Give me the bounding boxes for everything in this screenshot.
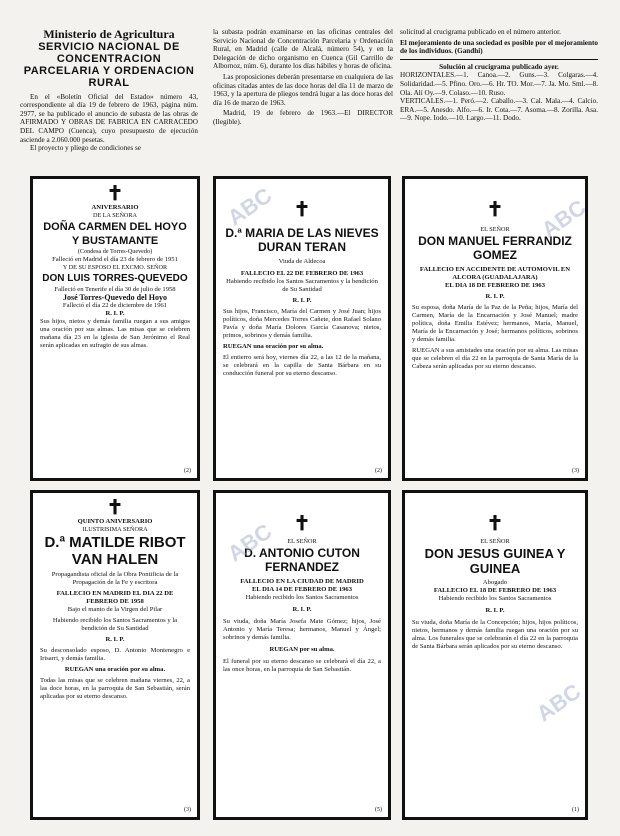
obit6-died: FALLECIO EL 18 DE FEBRERO DE 1963	[433, 587, 557, 594]
obit1-died2: Falleció en Tenerife el día 30 de julio de 1958	[54, 286, 176, 293]
ministry-notice	[20, 27, 198, 153]
obit1-rip: R. I. P.	[105, 310, 125, 317]
obit4-sacraments: Habiendo recibido los Santos Sacramentos y la bendición de Su Santidad	[52, 617, 178, 632]
cross-icon: ✝	[106, 183, 124, 205]
obit2-died: FALLECIO EL 22 DE FEBRERO DE 1963	[240, 270, 364, 277]
obit6-number: (1)	[572, 807, 579, 813]
obit2-funeral: El entierro será hoy, viernes día 22, a las 12 de la mañana, se celebrará en la capilla de Santa Bárbara en su conducción funeral por su eterno descanso.	[223, 354, 381, 377]
subasta-notice	[213, 28, 393, 127]
obit3-number: (3)	[572, 468, 579, 474]
obit1-and: Y DE SU ESPOSO EL EXCMO. SEÑOR	[62, 264, 168, 271]
obit1-died3: Falleció el día 22 de diciembre de 1961	[62, 302, 168, 309]
obit4-funeral: Todas las misas que se celebren mañana viernes, 22, a las doce horas, en la parroquia de San Sebastián, serán aplicadas por su eterno descanso.	[40, 677, 190, 700]
obit3-text: Su esposa, doña María de la Paz de la Peña; hijos, María del Carmen, María de la Encarnación y José Manuel; madre política, doña Emilia Estévez; hermanos, María, Manuel, María de la Encarnación y José; hermanos políticos, sobrinos y demás familia.	[412, 304, 578, 343]
obit1-title: (Condesa de Torres-Quevedo)	[77, 248, 153, 255]
subasta-body2: Las proposiciones deberán presentarse en cualquiera de las oficinas citadas antes de las doce horas del día 11 de marzo de 1963, y la apertura de pliegos tendrá lugar a las doce horas del día 16 de marzo de 1963.	[213, 72, 393, 107]
obit1-name2: DON LUIS TORRES-QUEVEDO	[42, 273, 188, 284]
obit5-sacraments: Habiendo recibido los Santos Sacramentos	[245, 594, 359, 601]
obit6-name: DON JESUS GUINEA Y GUINEA	[424, 546, 566, 576]
cross-icon: ✝	[293, 199, 311, 221]
ministry-title: Ministerio de Agricultura	[43, 27, 175, 41]
watermark-logo: ABC	[222, 518, 277, 567]
obit2-title: Viuda de Aldecoa	[278, 258, 326, 265]
obit2-name: D.ª MARIA DE LAS NIEVES DURAN TERAN	[225, 226, 379, 254]
solution-title: Solución al crucigrama publicado ayer.	[439, 62, 559, 71]
cross-icon: ✝	[106, 497, 124, 519]
obit5-ruegan: RUEGAN por su alma.	[269, 646, 335, 653]
obituary-ribot	[30, 490, 200, 820]
obit5-date: EL DIA 14 DE FEBRERO DE 1963	[251, 586, 353, 593]
ministry-heading: SERVICIO NACIONAL DE CONCENTRACION PARCELARIA Y ORDENACION RURAL	[23, 40, 195, 89]
obit5-text: Su viuda, doña María Josefa Mate Gómez; hijos, José Antonio y María Teresa; hermanos, Manuel y Ángel; sobrinos y demás familia.	[223, 618, 381, 641]
obit5-died: FALLECIO EN LA CIUDAD DE MADRID	[240, 578, 364, 585]
obit4-text: Su desconsolado esposo, D. Antonio Montenegro e Irisarri, y demás familia.	[40, 647, 190, 662]
obit4-number: (3)	[184, 807, 191, 813]
obit1-text: Sus hijos, nietos y demás familia ruegan a sus amigos una oración por sus almas. Las misas que se celebren mañana día 23 en la iglesia de San Jerónimo el Real serán aplicadas en sufragio de sus almas.	[40, 318, 190, 349]
obit2-sacraments: Habiendo recibido los Santos Sacramentos y la bendición de Su Santidad	[226, 278, 378, 293]
subasta-sign: Madrid, 19 de febrero de 1963.—El DIRECTOR (Ilegible).	[213, 109, 393, 126]
obit2-number: (2)	[375, 468, 382, 474]
obit1-header: ANIVERSARIO	[91, 204, 139, 211]
ministry-body: En el «Boletín Oficial del Estado» número 43, correspondiente al día 19 de febrero de 1963, página núm. 2977, se ha publicado el anuncio de subasta de las obras de AFIRMADO Y OBRAS DE FABRICA EN CARRACEDO DEL CAMPO (Cuenca), cuyo presupuesto de ejecución asciende a 2.060.000 pesetas.	[20, 92, 198, 144]
cross-icon: ✝	[486, 199, 504, 221]
solution-horizontales: HORIZONTALES.—1. Canoa.—2. Guns.—3. Colgaras.—4. Solidaridad.—5. Pfino. Oro.—6. Hr. TO. Mor.—7. Ja. Mo. Sml.—8. Ola. Alí Oy.—9. Colaso.—10. Ruso.	[400, 71, 598, 97]
obit3-name: DON MANUEL FERRANDIZ GOMEZ	[418, 234, 572, 262]
crossword-body: solicitud al crucigrama publicado en el número anterior.	[400, 28, 561, 36]
obit2-rip: R. I. P.	[292, 297, 312, 304]
obit1-died: Falleció en Madrid el día 23 de febrero de 1951	[52, 256, 178, 263]
obit1-sub: DE LA SEÑORA	[92, 212, 137, 219]
cross-icon: ✝	[486, 513, 504, 535]
obit4-ruegan: RUEGAN una oración por su alma.	[64, 666, 166, 673]
obit3-sub: EL SEÑOR	[480, 226, 510, 233]
obit2-text: Sus hijos, Francisco, María del Carmen y José Juan; hijos políticos, doña Mercedes Torres Cañete, don Rafael Solano Pavía y doña María Dolores García Casanova; nietos, primos, sobrinos y demás familia.	[223, 308, 381, 339]
obit3-date: EL DIA 18 DE FEBRERO DE 1963	[444, 282, 546, 289]
obit4-title: Propagandista oficial de la Obra Pontificia de la Propagación de la Fe y escritora	[51, 571, 179, 586]
obit4-sub2: Bajo el manto de la Virgen del Pilar	[67, 606, 163, 613]
watermark-logo: ABC	[531, 678, 586, 727]
crossword-note: El mejoramiento de una sociedad es posible por el mejoramiento de los individuos. (Gandhi)	[400, 38, 598, 56]
obit4-header: QUINTO ANIVERSARIO	[77, 518, 153, 525]
obit3-ruegan: RUEGAN a sus amistades una oración por su alma. Las misas que se celebren el día 22 en la parroquia de Santa María de la Cabeza serán aplicadas por su eterno descanso.	[412, 347, 578, 370]
obit5-number: (5)	[375, 807, 382, 813]
obit6-rip: R. I. P.	[485, 607, 505, 614]
obit4-died: FALLECIO EN MADRID EL DIA 22 DE FEBRERO DE 1958	[56, 590, 174, 605]
obit6-title: Abogado	[482, 579, 508, 586]
crossword-notice	[400, 28, 598, 123]
obit6-sacraments: Habiendo recibido los Santos Sacramentos	[438, 595, 552, 602]
obit4-rip: R. I. P.	[105, 636, 125, 643]
subasta-body: la subasta podrán examinarse en las oficinas centrales del Servicio Nacional de Concentración Parcelaria y Ordenación Rural, en Madrid (calle de Alcalá, número 54), y en la Delegación de dicho organismo en Cuenca (Gil Carrillo de Albornoz, núm. 6), durante los días hábiles y horas de oficina.	[213, 28, 393, 71]
obit5-rip: R. I. P.	[292, 606, 312, 613]
watermark-logo: ABC	[536, 194, 591, 243]
obit4-name: D.ª MATILDE RIBOT VAN HALEN	[44, 534, 186, 568]
obit4-sub: ILUSTRISIMA SEÑORA	[82, 526, 148, 533]
obituary-guinea	[402, 490, 588, 820]
obit6-sub: EL SEÑOR	[480, 538, 510, 545]
solution-verticales: VERTICALES.—1. Peró.—2. Caballo.—3. Cal. Mala.—4. Calcio. ERA.—5. Anesdo. Alfo.—6. Ir. Cota.—7. Asoma.—8. Zorilla. Asa.—9. Nope. Iodo.—10. Largo.—11. Dodo.	[400, 97, 598, 123]
obit3-rip: R. I. P.	[485, 293, 505, 300]
obit2-ruegan: RUEGAN una oración por su alma.	[223, 343, 324, 350]
obit6-text: Su viuda, doña María de la Concepción; hijos, hijos políticos, nietos, hermanos y demás familia ruegan una oración por su alma. Los funerales que se celebrarán el día 22 en la parroquia de Santa Bárbara serán aplicados por su eterno descanso.	[412, 619, 578, 650]
obit3-died: FALLECIO EN ACCIDENTE DE AUTOMOVIL EN ALCORA (GUADALAJARA)	[419, 266, 571, 281]
ministry-body2: El proyecto y pliego de condiciones se	[30, 144, 141, 153]
obituary-torres-quevedo	[30, 176, 200, 481]
obit1-name: DOÑA CARMEN DEL HOYO Y BUSTAMANTE	[43, 221, 187, 247]
obit5-name: D. ANTONIO CUTON FERNANDEZ	[244, 546, 360, 574]
obit1-name3: José Torres-Quevedo del Hoyo	[62, 293, 168, 302]
cross-icon: ✝	[293, 513, 311, 535]
watermark-logo: ABC	[222, 182, 277, 231]
obit1-number: (2)	[184, 468, 191, 474]
obit5-sub: EL SEÑOR	[287, 538, 317, 545]
obit5-funeral: El funeral por su eterno descanso se celebrará el día 22, a las once horas, en la parroquia de San Sebastián.	[223, 658, 381, 673]
